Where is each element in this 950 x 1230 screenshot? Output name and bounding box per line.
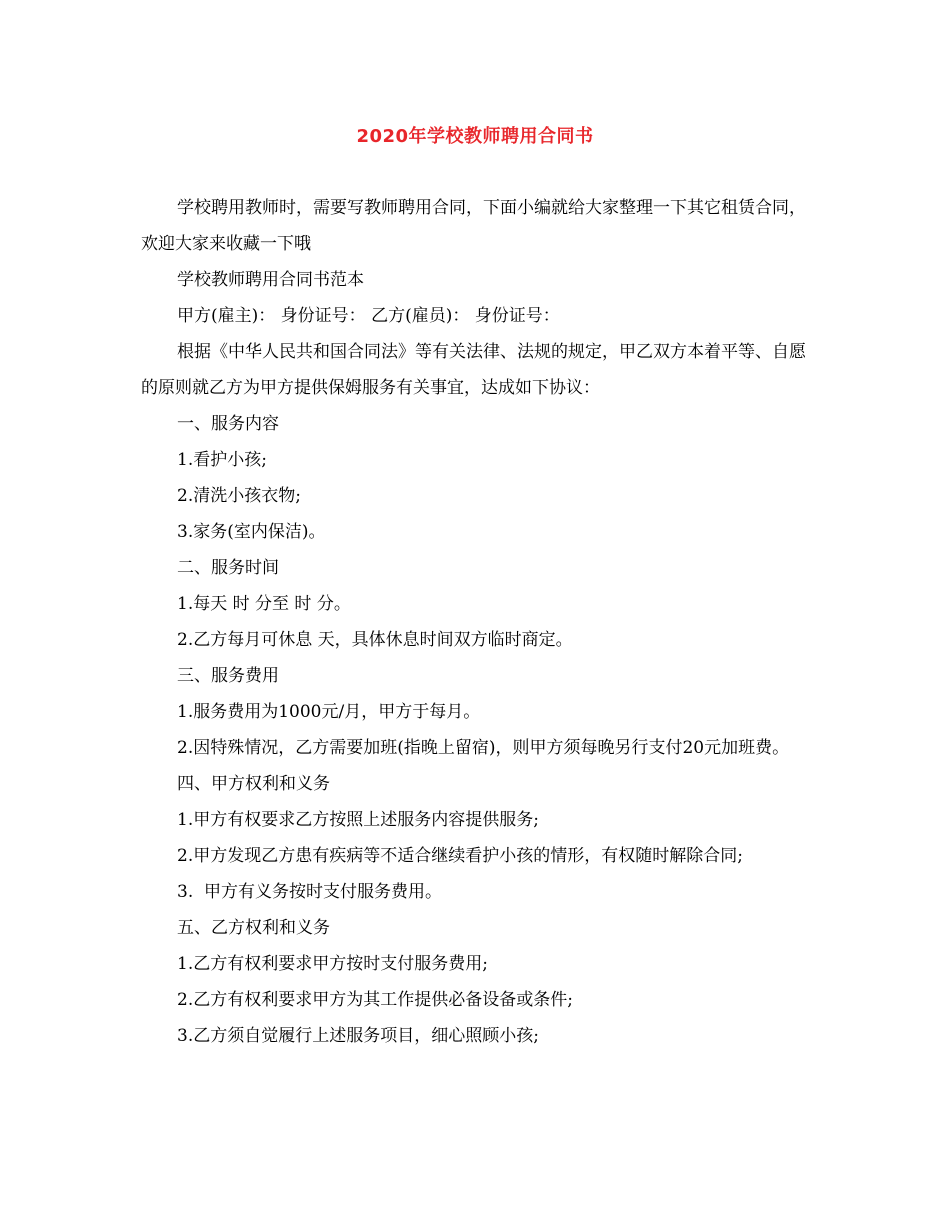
clause-item: 2.因特殊情况，乙方需要加班(指晚上留宿)，则甲方须每晚另行支付20元加班费。 — [177, 738, 790, 758]
intro-paragraph: 学校聘用教师时，需要写教师聘用合同，下面小编就给大家整理一下其它租赁合同，欢迎大家来收藏一下哦 — [141, 198, 806, 254]
document-body — [141, 190, 811, 1054]
section-heading: 五、乙方权利和义务 — [177, 918, 330, 938]
clause-item: 2.乙方有权利要求甲方为其工作提供必备设备或条件; — [177, 990, 573, 1010]
clause-item: 3.家务(室内保洁)。 — [177, 522, 326, 542]
clause-item: 3.乙方须自觉履行上述服务项目，细心照顾小孩; — [177, 1026, 539, 1046]
parties-line: 甲方(雇主)： 身份证号： 乙方(雇员)： 身份证号： — [177, 306, 560, 326]
clause-item: 1.看护小孩; — [177, 450, 267, 470]
section-heading: 二、服务时间 — [177, 558, 279, 578]
clause-item: 2.乙方每月可休息 天，具体休息时间双方临时商定。 — [177, 630, 573, 650]
clause-item: 1.服务费用为1000元/月，甲方于每月。 — [177, 702, 481, 722]
clause-item: 1.每天 时 分至 时 分。 — [177, 594, 351, 614]
clause-item: 1.甲方有权要求乙方按照上述服务内容提供服务; — [177, 810, 539, 830]
document-title: 2020年学校教师聘用合同书 — [356, 126, 594, 147]
section-heading: 一、服务内容 — [177, 414, 279, 434]
clause-item: 2.甲方发现乙方患有疾病等不适合继续看护小孩的情形，有权随时解除合同; — [177, 846, 743, 866]
section-heading: 四、甲方权利和义务 — [177, 774, 330, 794]
clause-item: 3. 甲方有义务按时支付服务费用。 — [177, 882, 443, 902]
template-heading: 学校教师聘用合同书范本 — [177, 270, 364, 290]
preamble-paragraph: 根据《中华人民共和国合同法》等有关法律、法规的规定，甲乙双方本着平等、自愿的原则就乙方为甲方提供保姆服务有关事宜，达成如下协议： — [141, 342, 806, 398]
clause-item: 1.乙方有权利要求甲方按时支付服务费用; — [177, 954, 488, 974]
section-heading: 三、服务费用 — [177, 666, 279, 686]
clause-item: 2.清洗小孩衣物; — [177, 486, 301, 506]
